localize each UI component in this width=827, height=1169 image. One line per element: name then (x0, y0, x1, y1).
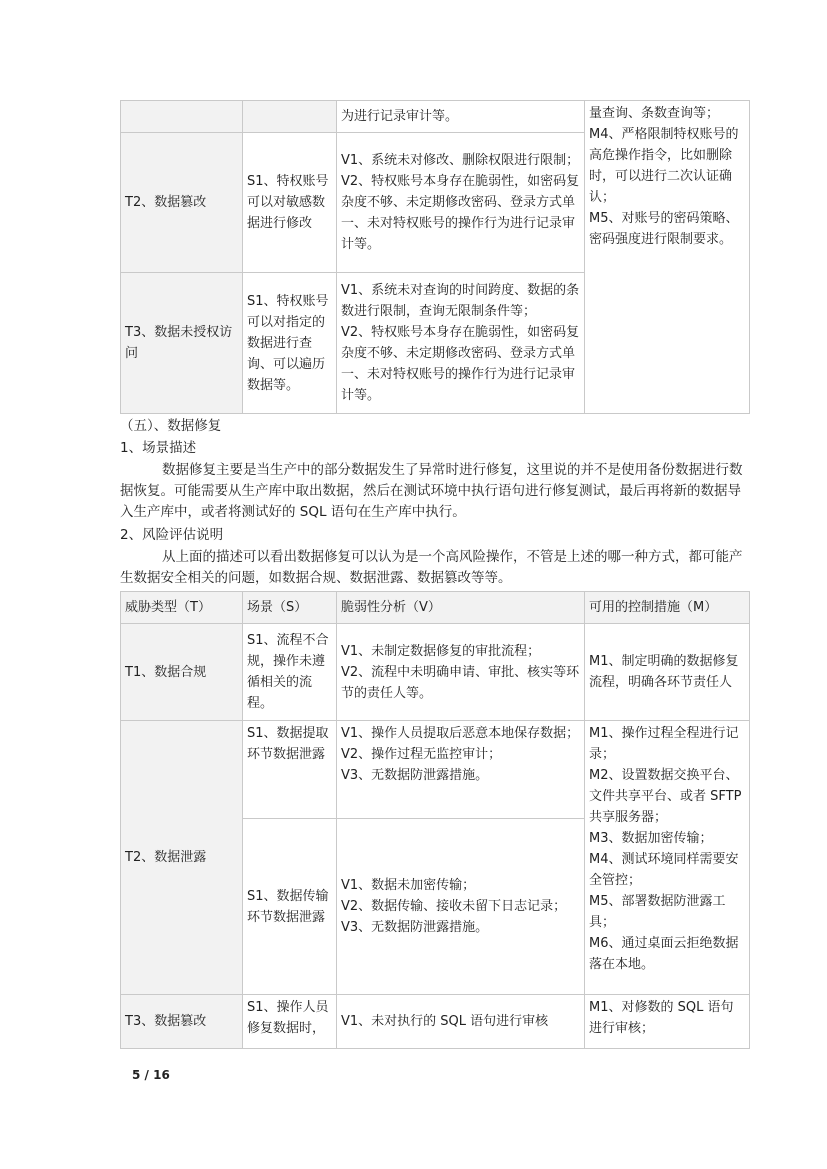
vulnerability-cell: V1、系统未对修改、删除权限进行限制； V2、特权账号本身存在脆弱性，如密码复杂度不够、未定期修改密码、登录方式单一、未对特权账号的操作行为进行记录审计等。 (337, 133, 585, 273)
risk-table-continued (120, 100, 750, 414)
threat-cell: T3、数据未授权访问 (121, 273, 243, 414)
vulnerability-cell: V1、数据未加密传输； V2、数据传输、接收未留下日志记录； V3、无数据防泄露措施。 (337, 819, 585, 995)
table-header-row (121, 592, 750, 624)
measures-cell: M1、对修数的 SQL 语句进行审核； (585, 995, 750, 1049)
column-header: 场景（S） (243, 592, 337, 624)
page-number: 5 / 16 (132, 1068, 170, 1082)
data-repair-risk-table (120, 591, 750, 1049)
paragraph: 从上面的描述可以看出数据修复可以认为是一个高风险操作，不管是上述的哪一种方式，都可能产生数据安全相关的问题，如数据合规、数据泄露、数据篡改等等。 (120, 549, 743, 586)
measures-cell: M1、制定明确的数据修复流程，明确各环节责任人 (585, 624, 750, 721)
vulnerability-cell: V1、操作人员提取后恶意本地保存数据； V2、操作过程无监控审计； V3、无数据防泄露措施。 (337, 721, 585, 819)
measures-cell: M1、操作过程全程进行记录； M2、设置数据交换平台、文件共享平台、或者 SFTP 共享服务器； M3、数据加密传输； M4、测试环境同样需要安全管控； M5、部署数据防泄露工具； M6、通过桌面云拒绝数据落在本地。 (585, 721, 750, 995)
threat-cell: T3、数据篡改 (121, 995, 243, 1049)
scene-cell (243, 101, 337, 133)
table-row (121, 101, 750, 133)
table-row (121, 995, 750, 1049)
threat-cell: T2、数据泄露 (121, 721, 243, 995)
scene-cell: S1、特权账号可以对敏感数据进行修改 (243, 133, 337, 273)
threat-cell: T1、数据合规 (121, 624, 243, 721)
measures-cell: 量查询、条数查询等； M4、严格限制特权账号的高危操作指令，比如删除时，可以进行二次认证确认； M5、对账号的密码策略、密码强度进行限制要求。 (585, 101, 750, 414)
vulnerability-cell: V1、未制定数据修复的审批流程； V2、流程中未明确申请、审批、核实等环节的责任人等。 (337, 624, 585, 721)
vulnerability-cell: 为进行记录审计等。 (337, 101, 585, 133)
subsection-title: 2、风险评估说明 (120, 527, 224, 543)
paragraph: 数据修复主要是当生产中的部分数据发生了异常时进行修复，这里说的并不是使用备份数据进行数据恢复。可能需要从生产库中取出数据，然后在测试环境中执行语句进行修复测试，最后再将新的数据导入生产库中，或者将测试好的 SQL 语句在生产库中执行。 (120, 462, 743, 520)
subsection-title: 1、场景描述 (120, 440, 197, 456)
table-row (121, 721, 750, 819)
scene-cell: S1、操作人员修复数据时， (243, 995, 337, 1049)
threat-cell: T2、数据篡改 (121, 133, 243, 273)
scene-cell: S1、数据提取环节数据泄露 (243, 721, 337, 819)
section-title: （五）、数据修复 (120, 418, 222, 434)
table-row (121, 624, 750, 721)
vulnerability-cell: V1、未对执行的 SQL 语句进行审核 (337, 995, 585, 1049)
scene-cell: S1、数据传输环节数据泄露 (243, 819, 337, 995)
vulnerability-cell: V1、系统未对查询的时间跨度、数据的条数进行限制，查询无限制条件等； V2、特权账号本身存在脆弱性，如密码复杂度不够、未定期修改密码、登录方式单一、未对特权账号的操作行为进行记录审计等。 (337, 273, 585, 414)
threat-cell (121, 101, 243, 133)
column-header: 脆弱性分析（V） (337, 592, 585, 624)
scene-cell: S1、流程不合规，操作未遵循相关的流程。 (243, 624, 337, 721)
column-header: 威胁类型（T） (121, 592, 243, 624)
scene-cell: S1、特权账号可以对指定的数据进行查询、可以遍历数据等。 (243, 273, 337, 414)
column-header: 可用的控制措施（M） (585, 592, 750, 624)
